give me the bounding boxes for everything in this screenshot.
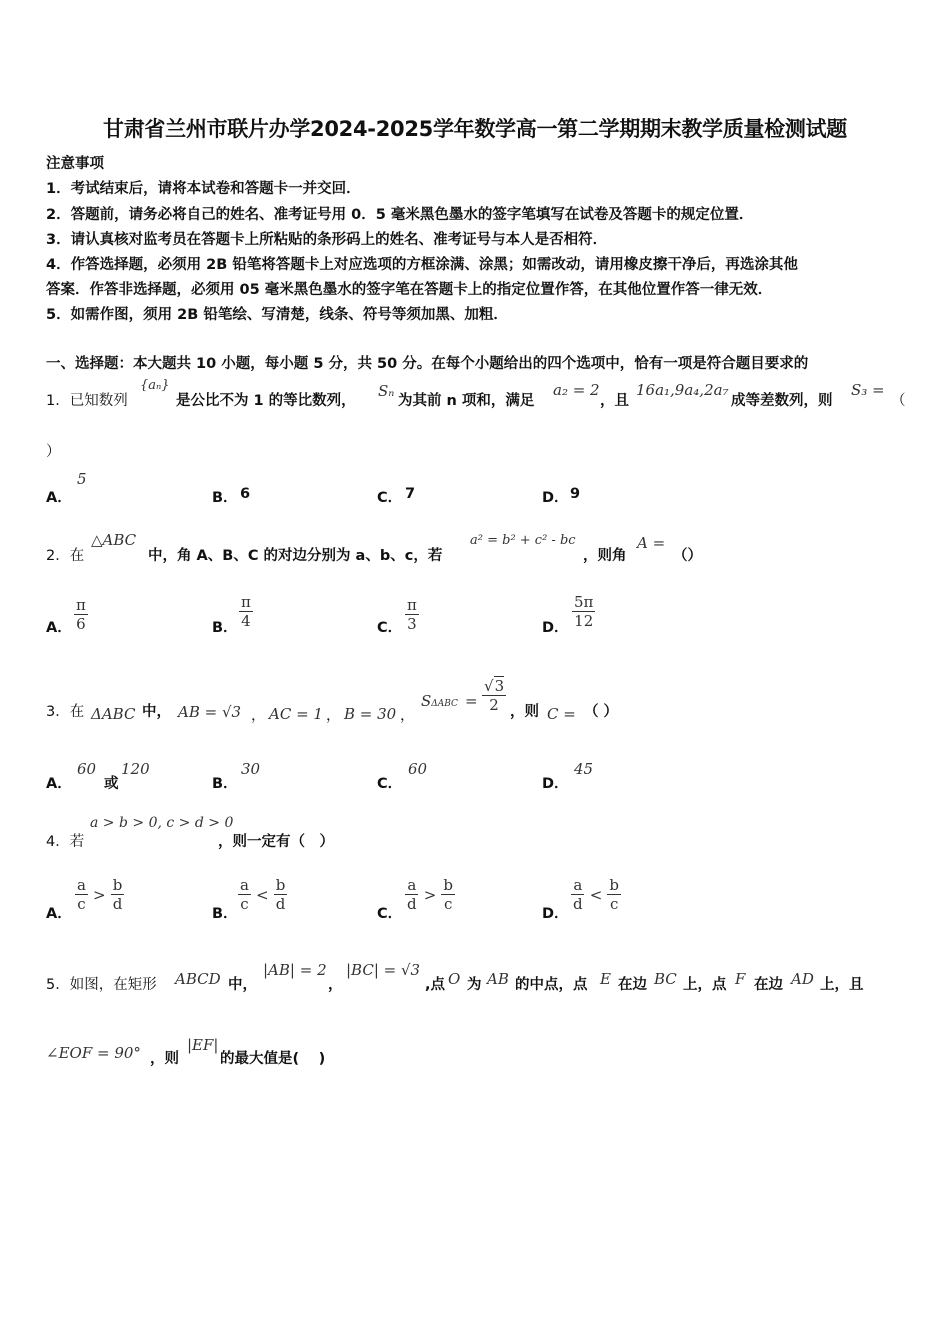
q5-ab: AB bbox=[487, 970, 509, 988]
page-title: 甘肃省兰州市联片办学2024-2025学年数学高一第二学期期末教学质量检测试题 bbox=[103, 117, 847, 141]
q5-text: 上，且 bbox=[820, 977, 864, 993]
q1-terms: 16a₁,9a₄,2a₇ bbox=[636, 381, 729, 399]
q5-ad: AD bbox=[791, 970, 814, 988]
q1-option-d: 9 bbox=[570, 486, 581, 502]
q1-a2: a₂ = 2 bbox=[553, 381, 600, 399]
q5-text: ，则 bbox=[150, 1051, 179, 1067]
q3-ac: AC = 1 bbox=[269, 705, 323, 723]
q3-area-num: 3 bbox=[494, 677, 505, 695]
q3-area-value bbox=[482, 677, 506, 714]
q3-option-d-label: D． bbox=[542, 776, 569, 792]
q2-triangle: △ABC bbox=[91, 531, 137, 549]
q4-number: 4．若 bbox=[46, 834, 85, 850]
q3-comma: ， bbox=[326, 708, 341, 724]
q3-ab: AB = √3 bbox=[178, 703, 242, 721]
q3-option-b-label: B． bbox=[212, 776, 238, 792]
q3-area-sub: ΔABC bbox=[431, 699, 458, 709]
q5-text: 上，点 bbox=[683, 977, 727, 993]
q5-bc: BC bbox=[654, 970, 677, 988]
q2-option-d bbox=[572, 593, 595, 630]
q1-s3: S₃ = bbox=[851, 381, 885, 399]
q2-option-c bbox=[405, 596, 419, 633]
q2-option-b bbox=[239, 593, 253, 630]
q1-text: 是公比不为 1 的等比数列， bbox=[176, 393, 356, 409]
q3-comma: ， bbox=[400, 708, 415, 724]
q4-option-c: $\frac{a}{d}$ > $\frac{b}{c}$ bbox=[407, 876, 453, 913]
q1-sn: Sₙ bbox=[378, 382, 395, 400]
q3-triangle: ΔABC bbox=[91, 705, 136, 723]
q1-sequence: {aₙ} bbox=[140, 378, 170, 393]
q2-equation: a² = b² + c² - bc bbox=[470, 533, 576, 548]
q1-option-b: 6 bbox=[240, 486, 251, 502]
q3-option-c: 60 bbox=[408, 760, 428, 778]
notice-item: 1．考试结束后，请将本试卷和答题卡一并交回． bbox=[46, 181, 361, 197]
notice-heading: 注意事项 bbox=[46, 156, 104, 172]
q2-option-a-label: A． bbox=[46, 620, 72, 636]
q4-option-d: $\frac{a}{d}$ < $\frac{b}{c}$ bbox=[573, 876, 619, 913]
q4-condition: a > b > 0, c > d > 0 bbox=[90, 815, 234, 831]
q3-option-a-or: 或 bbox=[104, 776, 119, 792]
q5-e: E bbox=[600, 970, 611, 988]
q4-option-a-label: A． bbox=[46, 906, 72, 922]
q3-option-a-alt: 120 bbox=[121, 760, 150, 778]
q3-text: 中， bbox=[142, 704, 171, 720]
notice-item: 答案．作答非选择题，必须用 05 毫米黑色墨水的签字笔在答题卡上的指定位置作答，在其他位置作答一律无效． bbox=[46, 282, 773, 298]
q3-b: B = 30 bbox=[344, 705, 397, 723]
q5-number: 5．如图，在矩形 bbox=[46, 977, 157, 993]
q4-option-b-label: B． bbox=[212, 906, 238, 922]
q2-option-a-num: π bbox=[76, 596, 86, 614]
q1-number: 1．已知数列 bbox=[46, 393, 128, 409]
q4-option-c-label: C． bbox=[377, 906, 403, 922]
q5-o: O bbox=[448, 970, 461, 988]
notice-item: 5．如需作图，须用 2B 铅笔绘、写清楚，线条、符号等须加黑、加粗． bbox=[46, 307, 508, 323]
q2-number: 2．在 bbox=[46, 548, 85, 564]
q3-option-a: 60 bbox=[77, 760, 97, 778]
q5-f: F bbox=[735, 970, 746, 988]
q2-text: （） bbox=[673, 548, 702, 564]
q1-text: 为其前 n 项和，满足 bbox=[398, 393, 535, 409]
notice-item: 4．作答选择题，必须用 2B 铅笔将答题卡上对应选项的方框涂满、涂黑；如需改动，请用橡皮擦干净后，再选涂其他 bbox=[46, 257, 798, 273]
q1-text: ，且 bbox=[600, 393, 629, 409]
q3-text: （ ） bbox=[584, 704, 619, 720]
q3-text: ，则 bbox=[510, 704, 539, 720]
notice-item: 3．请认真核对监考员在答题卡上所粘贴的条形码上的姓名、准考证号与本人是否相符． bbox=[46, 232, 608, 248]
q5-text: 为 bbox=[467, 977, 482, 993]
q2-option-d-num: 5π bbox=[574, 593, 594, 611]
q2-option-b-num: π bbox=[241, 593, 251, 611]
q3-number: 3．在 bbox=[46, 704, 85, 720]
q3-option-a-label: A． bbox=[46, 776, 72, 792]
q2-text: ，则角 bbox=[583, 548, 627, 564]
q3-area-s: S bbox=[421, 692, 432, 710]
q5-text: ， bbox=[328, 977, 343, 993]
q1-option-c: 7 bbox=[405, 486, 416, 502]
q4-text: ，则一定有（ ） bbox=[218, 834, 334, 850]
q5-ef: |EF| bbox=[187, 1036, 219, 1054]
q2-option-d-label: D． bbox=[542, 620, 569, 636]
q1-text: 成等差数列，则 bbox=[731, 393, 833, 409]
q3-option-b: 30 bbox=[241, 760, 261, 778]
q2-option-a bbox=[74, 596, 88, 633]
q5-text: 的中点，点 bbox=[515, 977, 588, 993]
q3-comma: ， bbox=[251, 708, 266, 724]
q5-rect: ABCD bbox=[175, 970, 221, 988]
q2-option-c-den: 3 bbox=[407, 615, 417, 633]
q5-text: 在边 bbox=[618, 977, 647, 993]
q4-option-a: $\frac{a}{c}$ > $\frac{b}{d}$ bbox=[77, 876, 123, 913]
q1-option-a-label: A． bbox=[46, 490, 72, 506]
q1-paren: （ bbox=[891, 393, 906, 409]
q4-option-d-label: D． bbox=[542, 906, 569, 922]
q3-c: C = bbox=[547, 705, 576, 723]
q5-ab-length: |AB| = 2 bbox=[263, 961, 327, 979]
q5-bc-length: |BC| = √3 bbox=[346, 961, 421, 979]
q2-option-b-label: B． bbox=[212, 620, 238, 636]
q2-angle: A = bbox=[637, 534, 666, 552]
notice-item: 2．答题前，请务必将自己的姓名、准考证号用 0．5 毫米黑色墨水的签字笔填写在试卷及答题卡的规定位置． bbox=[46, 207, 754, 223]
q2-option-d-den: 12 bbox=[574, 612, 594, 630]
q3-area-den: 2 bbox=[489, 696, 499, 714]
q2-option-a-den: 6 bbox=[76, 615, 86, 633]
q5-angle: ∠EOF = 90° bbox=[46, 1044, 141, 1062]
q5-text: 的最大值是( ) bbox=[220, 1051, 326, 1067]
q3-option-c-label: C． bbox=[377, 776, 403, 792]
q2-option-c-label: C． bbox=[377, 620, 403, 636]
q1-option-b-label: B． bbox=[212, 490, 238, 506]
q3-area bbox=[421, 692, 458, 710]
q3-option-d: 45 bbox=[574, 760, 594, 778]
q5-text: 中， bbox=[228, 977, 257, 993]
q5-text: 在边 bbox=[754, 977, 783, 993]
q3-sqrt-sign: √ bbox=[484, 677, 494, 695]
q2-option-b-den: 4 bbox=[241, 612, 251, 630]
q1-option-a: 5 bbox=[77, 470, 87, 488]
q2-option-c-num: π bbox=[407, 596, 417, 614]
q3-equals: = bbox=[465, 692, 478, 710]
q4-option-b: $\frac{a}{c}$ < $\frac{b}{d}$ bbox=[240, 876, 286, 913]
q1-option-d-label: D． bbox=[542, 490, 569, 506]
section-heading: 一、选择题：本大题共 10 小题，每小题 5 分，共 50 分。在每个小题给出的四个选项中，恰有一项是符合题目要求的 bbox=[46, 356, 809, 372]
q1-paren: ） bbox=[46, 444, 61, 460]
q2-text: 中，角 A、B、C 的对边分别为 a、b、c，若 bbox=[148, 548, 443, 564]
q1-option-c-label: C． bbox=[377, 490, 403, 506]
q5-text: ,点 bbox=[425, 977, 446, 993]
